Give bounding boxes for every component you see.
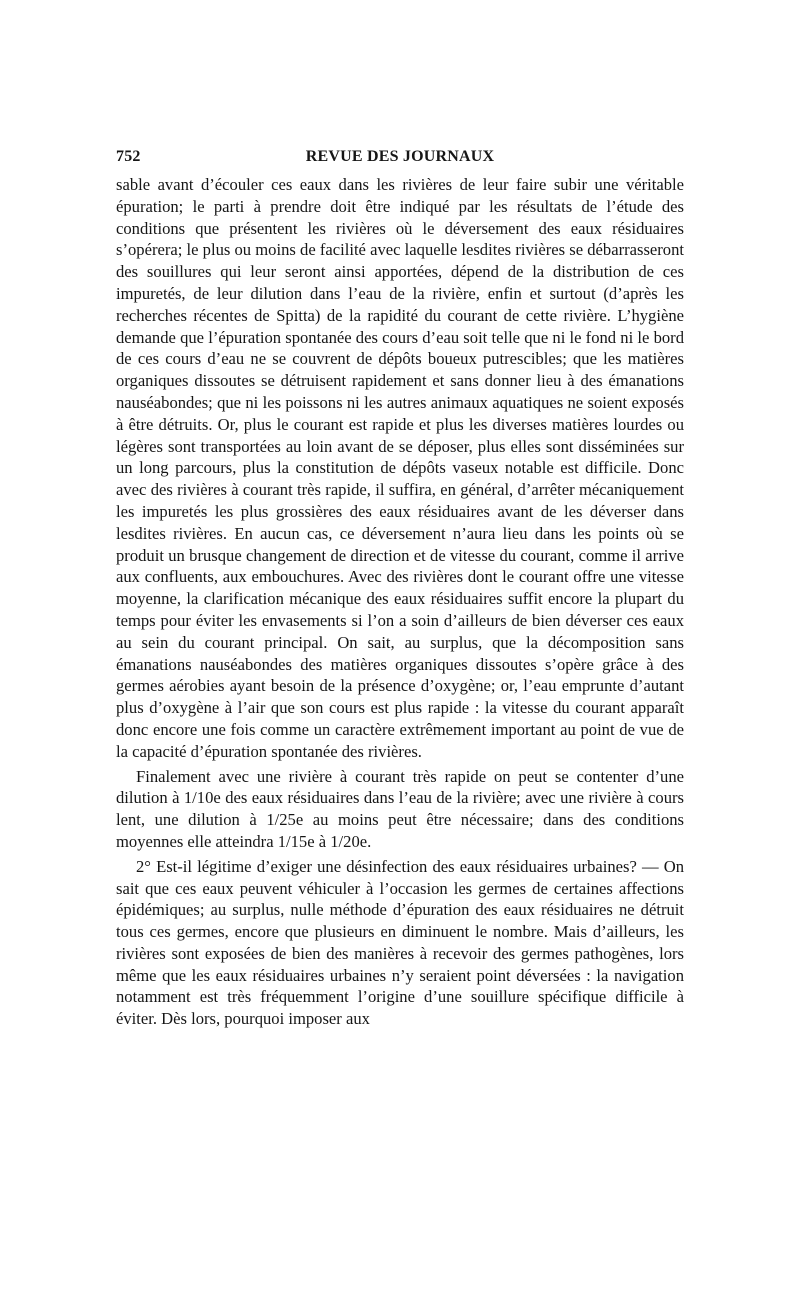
body-text <box>116 174 684 1030</box>
paragraph-disinfection: 2° Est-il légitime d’exiger une désinfection des eaux résiduaires urbaines? — On sait que ces eaux peuvent véhiculer à l’occasion les germes de certaines affections épidémiques; au surplus, nulle méthode d’épuration des eaux résiduaires ne détruit tous ces germes, encore que plusieurs en diminuent le nombre. Mais d’ailleurs, les rivières sont exposées de bien des manières à recevoir des germes pathogènes, lors même que les eaux résiduaires urbaines n’y seraient point déversées : la navigation notamment est très fréquemment l’origine d’une souillure spécifique difficile à éviter. Dès lors, pourquoi imposer aux <box>116 856 684 1029</box>
book-page <box>116 148 684 1030</box>
page-header <box>116 148 684 174</box>
paragraph-dilution: Finalement avec une rivière à courant très rapide on peut se contenter d’une dilution à 1/10e des eaux résiduaires dans l’eau de la rivière; avec une rivière à cours lent, une dilution à 1/25e au moins peut être nécessaire; dans des conditions moyennes elle atteindra 1/15e à 1/20e. <box>116 766 684 851</box>
paragraph-continuation: sable avant d’écouler ces eaux dans les rivières de leur faire subir une véritable épuration; le parti à prendre doit être indiqué par les résultats de l’étude des conditions que présentent les rivières où le déversement des eaux résiduaires s’opérera; le plus ou moins de facilité avec laquelle lesdites rivières se débarrasseront des souillures qui leur seront ainsi apportées, dépend de la distribution de ces impuretés, de leur dilution dans l’eau de la rivière, enfin et surtout (d’après les recherches récentes de Spitta) de la rapidité du courant de cette rivière. L’hygiène demande que l’épuration spontanée des cours d’eau soit telle que ni le fond ni le bord de ces cours d’eau ne se couvrent de dépôts boueux putrescibles; que les matières organiques dissoutes se détruisent rapidement et sans donner lieu à des émanations nauséabondes; que ni les poissons ni les autres animaux aquatiques ne soient exposés à être détruits. Or, plus le courant est rapide et plus les diverses matières lourdes ou légères sont transportées au loin avant de se déposer, plus elles sont disséminées sur un long parcours, plus la constitution de dépôts vaseux notable est difficile. Donc avec des rivières à courant très rapide, il suffira, en général, d’arrêter mécaniquement les impuretés les plus grossières des eaux résiduaires avant de les déverser dans lesdites rivières. En aucun cas, ce déversement n’aura lieu dans les points où se produit un brusque changement de direction et de vitesse du courant, comme il arrive aux confluents, aux embouchures. Avec des rivières dont le courant offre une vitesse moyenne, la clarification mécanique des eaux résiduaires suffit encore la plupart du temps pour éviter les envasements si l’on a soin d’ailleurs de bien déverser ces eaux au sein du courant principal. On sait, au surplus, que la décomposition sans émanations nauséabondes des matières organiques dissoutes s’opère grâce à des germes aérobies ayant besoin de la présence d’oxygène; or, l’eau emprunte d’autant plus d’oxygène à l’air que son cours est plus rapide : la vitesse du courant apparaît donc encore une fois comme un caractère extrêmement important au point de vue de la capacité d’épuration spontanée des rivières. <box>116 175 684 761</box>
page-number: 752 <box>116 148 141 165</box>
running-title: REVUE DES JOURNAUX <box>305 148 495 165</box>
